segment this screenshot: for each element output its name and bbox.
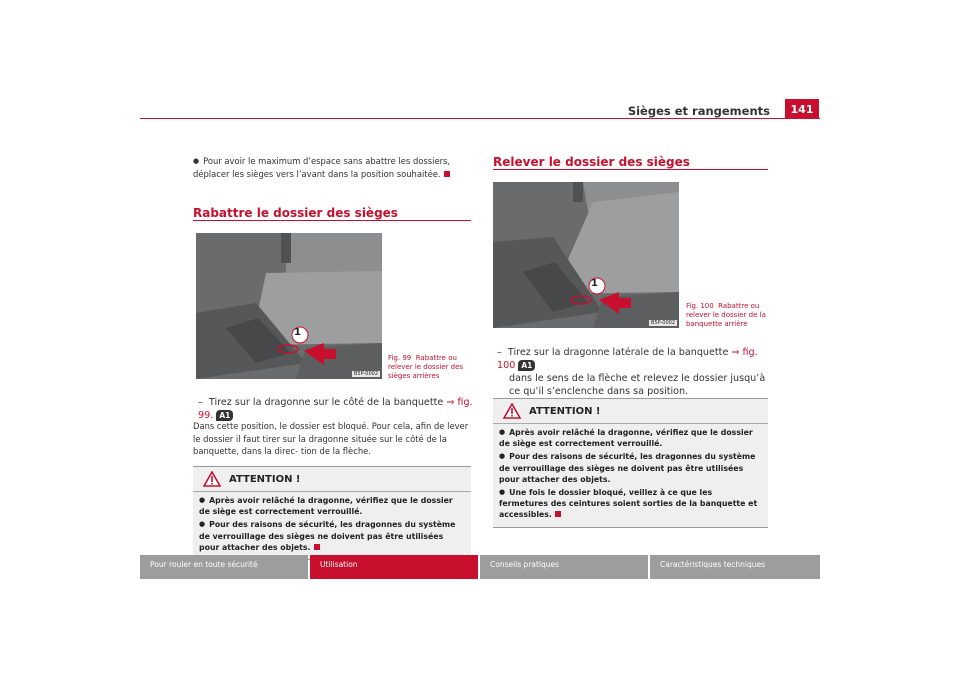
figure-100-caption: Fig. 100 Rabattre ou relever le dossier de la banquette arrière [686,302,766,328]
bullet-icon: ● [499,428,506,436]
warning-triangle-icon [503,403,521,419]
figure-100-callout: 1 [591,278,598,289]
page-number: 141 [785,99,819,119]
figure-99-code: B5P-0002 [353,371,378,377]
warning-triangle-icon [203,471,221,487]
raise-heading: Relever le dossier des sièges [493,155,690,169]
warning-title: ATTENTION ! [229,473,301,485]
raise-heading-rule [493,169,768,170]
header-rule [140,118,820,119]
fold-heading: Rabattre le dossier des sièges [193,206,398,220]
warning-item: ● Une fois le dossier bloqué, veillez à ce que les fermetures des ceintures soient sorties de la banquette et accessibles. [499,488,758,520]
bullet-icon: ● [499,488,506,497]
warning-title: ATTENTION ! [529,405,601,417]
bullet-icon: ● [199,520,206,529]
warning-header [193,467,471,491]
fig-100-link[interactable]: ⇒ fig. 100 [497,347,758,371]
warning-ref-badge[interactable]: A1 [518,360,535,371]
bullet-icon: ● [193,157,200,165]
raise-warning-box [493,398,768,528]
fold-heading-rule [193,220,471,221]
warning-body [493,424,768,527]
warning-item: ● Pour des raisons de sécurité, les dragonnes du système de verrouillage des sièges ne doivent pas être utilisées pour attacher des objets. [199,520,456,552]
footer-tab-usage[interactable]: Utilisation [310,555,478,579]
end-mark-icon [314,544,320,550]
warning-body [193,492,471,559]
figure-99-photo [196,233,382,379]
end-mark-icon [555,511,561,517]
fig-99-link[interactable]: ⇒ fig. 99 [198,397,473,421]
intro-paragraph: ● Pour avoir le maximum d’espace sans abattre les dossiers, déplacer les sièges vers l’avant dans la position souhaitée. [193,156,451,179]
fold-warning-box [193,466,471,560]
fold-step: – Tirez sur la dragonne sur le côté de la banquette ⇒ fig. 99. A1 [198,397,473,421]
warning-item: ● Après avoir relâché la dragonne, vérifiez que le dossier de siège est correctement verrouillé. [199,496,453,517]
warning-ref-badge[interactable]: A1 [216,410,233,421]
footer-tab-tips[interactable]: Conseils pratiques [480,555,648,579]
bullet-icon: ● [499,452,506,461]
warning-item: ● Pour des raisons de sécurité, les dragonnes du système de verrouillage des sièges ne doivent pas être utilisées pour attacher des objets. [499,452,756,484]
seat-illustration [196,233,382,379]
figure-100-code: B5P-0002 [650,320,675,326]
warning-header [493,399,768,423]
warning-item: ● Après avoir relâché la dragonne, vérifiez que le dossier de siège est correctement verrouillé. [499,428,753,449]
bullet-icon: ● [199,496,206,504]
figure-99-caption: Fig. 99 Rabattre ou relever le dossier des sièges arrières [388,354,464,380]
step-dash: – [497,347,508,358]
end-mark-icon [444,171,450,177]
section-title: Sièges et rangements [627,104,770,118]
raise-step-continuation: dans le sens de la flèche et relevez le dossier jusqu’à ce qu’il s’enclenche dans sa position. [509,373,766,397]
footer-tab-safety[interactable]: Pour rouler en toute sécurité [140,555,308,579]
seat-illustration [493,182,679,328]
footer-tab-specs[interactable]: Caractéristiques techniques [650,555,820,579]
figure-100-photo [493,182,679,328]
step-dash: – [198,397,209,408]
raise-step: – Tirez sur la dragonne latérale de la banquette ⇒ fig. 100 A1 dans le sens de la flèche et relevez le dossier jusqu’à ce qu’il s’enclenche dans sa position. [497,346,772,398]
fold-paragraph: Dans cette position, le dossier est bloqué. Pour cela, afin de lever le dossier il faut tirer sur la dragonne située sur le côté de la banquette, dans la direc- tion de la flèche. [193,421,469,456]
figure-99-callout: 1 [294,327,301,338]
